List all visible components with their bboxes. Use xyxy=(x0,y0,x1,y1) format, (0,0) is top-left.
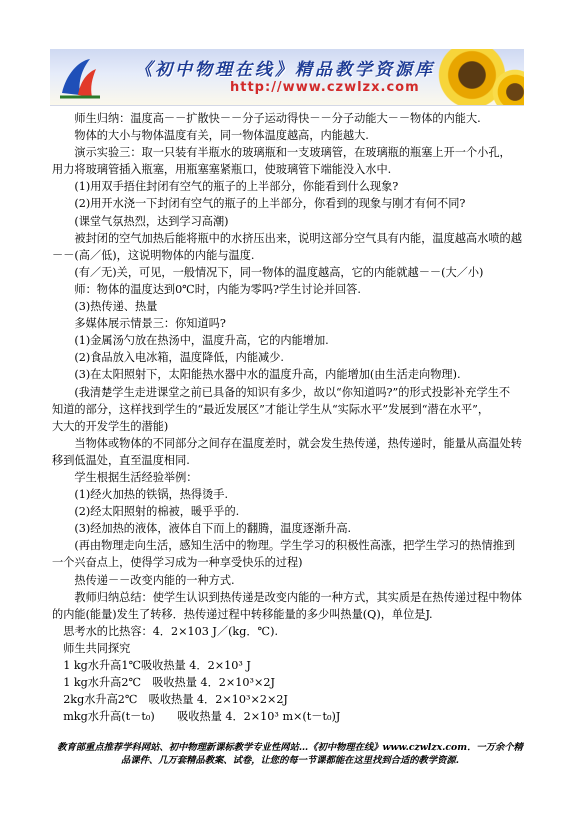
text-line: 热传递－－改变内能的一种方式. xyxy=(52,573,235,587)
text-line: (再由物理走向生活，感知生活中的物理。学生学习的积极性高涨，把学生学习的热情推到 xyxy=(52,539,516,553)
site-logo-icon xyxy=(56,53,104,101)
text-line: 当物体或物体的不同部分之间存在温度差时，就会发生热传递，热传递时，能量从高温处转 xyxy=(52,436,522,450)
text-line: (1)经火加热的铁锅，热得烫手. xyxy=(52,488,229,502)
text-line: 大大的开发学生的潜能) xyxy=(52,419,169,433)
text-line: －－(高／低)，这说明物体的内能与温度. xyxy=(52,248,255,262)
text-line: 一个兴奋点上，使得学习成为一种享受快乐的过程) xyxy=(52,556,303,570)
text-line: mkg水升高(t－t₀) 吸收热量 4．2×10³ m×(t－t₀)J xyxy=(52,710,341,724)
header-banner xyxy=(50,49,524,106)
text-line: 演示实验三：取一只装有半瓶水的玻璃瓶和一支玻璃管，在玻璃瓶的瓶塞上开一个小孔， xyxy=(52,146,511,160)
text-line: 师：物体的温度达到0℃时，内能为零吗?学生讨论并回答. xyxy=(52,282,361,296)
text-line: 1 kg水升高2℃ 吸收热量 4．2×10³×2J xyxy=(52,676,275,690)
banner-url[interactable]: http://www.czwlzx.com xyxy=(230,80,420,95)
text-line: 用力将玻璃管插入瓶塞，用瓶塞塞紧瓶口，使玻璃管下端能没入水中. xyxy=(52,163,392,177)
text-line: 知道的部分，这样找到学生的“最近发展区”才能让学生从“实际水平”发展到“潜在水平”， xyxy=(52,402,490,416)
text-line: (2)用开水浇一下封闭有空气的瓶子的上半部分，你看到的现象与刚才有何不同? xyxy=(52,197,466,211)
text-line: 师生归纳：温度高－－扩散快－－分子运动得快－－分子动能大－－物体的内能大. xyxy=(52,112,481,125)
banner-title: 《初中物理在线》精品教学资源库 xyxy=(135,60,435,80)
text-line: 教师归纳总结：使学生认识到热传递是改变内能的一种方式，其实质是在热传递过程中物体 xyxy=(52,590,522,604)
text-line: (1)金属汤勺放在热汤中，温度升高，它的内能增加. xyxy=(52,334,329,348)
text-line: (我清楚学生走进课堂之前已具备的知识有多少，故以“你知道吗?”的形式投影补充学生不 xyxy=(52,385,511,399)
text-line: 思考水的比热容：4．2×103 J／(kg．℃). xyxy=(52,624,278,638)
text-line: (2)食品放入电冰箱，温度降低，内能减少. xyxy=(52,351,284,365)
text-line: 物体的大小与物体温度有关，同一物体温度越高，内能越大. xyxy=(52,129,369,143)
document-body xyxy=(52,110,527,725)
page-footer xyxy=(50,741,530,767)
text-line: (1)用双手捂住封闭有空气的瓶子的上半部分，你能看到什么现象? xyxy=(52,180,399,194)
text-line: (2)经太阳照射的棉被，暖乎乎的. xyxy=(52,505,240,519)
text-line: 多媒体展示情景三：你知道吗? xyxy=(52,317,226,331)
text-line: (3)热传递、热量 xyxy=(52,300,158,314)
text-line: (3)在太阳照射下，太阳能热水器中水的温度升高，内能增加(由生活走向物理). xyxy=(52,368,461,382)
footer-line: 教育部重点推荐学科网站、初中物理新课标教学专业性网站…《初中物理在线》www.czwlzx.com．一万余个精 xyxy=(57,742,523,753)
text-line: (课堂气氛热烈，达到学习高潮) xyxy=(52,214,229,228)
text-line: 移到低温处，直至温度相同. xyxy=(52,453,190,467)
text-line: 1 kg水升高1℃吸收热量 4．2×10³ J xyxy=(52,659,251,672)
text-line: 学生根据生活经验举例： xyxy=(52,470,198,484)
text-line: 师生共同探究 xyxy=(52,641,131,655)
text-line: 被封闭的空气加热后能将瓶中的水挤压出来，说明这部分空气具有内能，温度越高水喷的越 xyxy=(52,231,522,245)
text-line: 的内能(能量)发生了转移．热传递过程中转移能量的多少叫热量(Q)，单位是J. xyxy=(52,607,433,621)
footer-line: 品课件、几万套精品教案、试卷，让您的每一节课都能在这里找到合适的教学资源. xyxy=(121,755,459,766)
text-line: (有／无)关，可见，一般情况下，同一物体的温度越高，它的内能就越－－(大／小) xyxy=(52,265,484,279)
text-line: (3)经加热的液体，液体自下而上的翻腾，温度逐渐升高. xyxy=(52,522,352,536)
text-line: 2kg水升高2℃ 吸收热量 4．2×10³×2×2J xyxy=(52,693,288,707)
